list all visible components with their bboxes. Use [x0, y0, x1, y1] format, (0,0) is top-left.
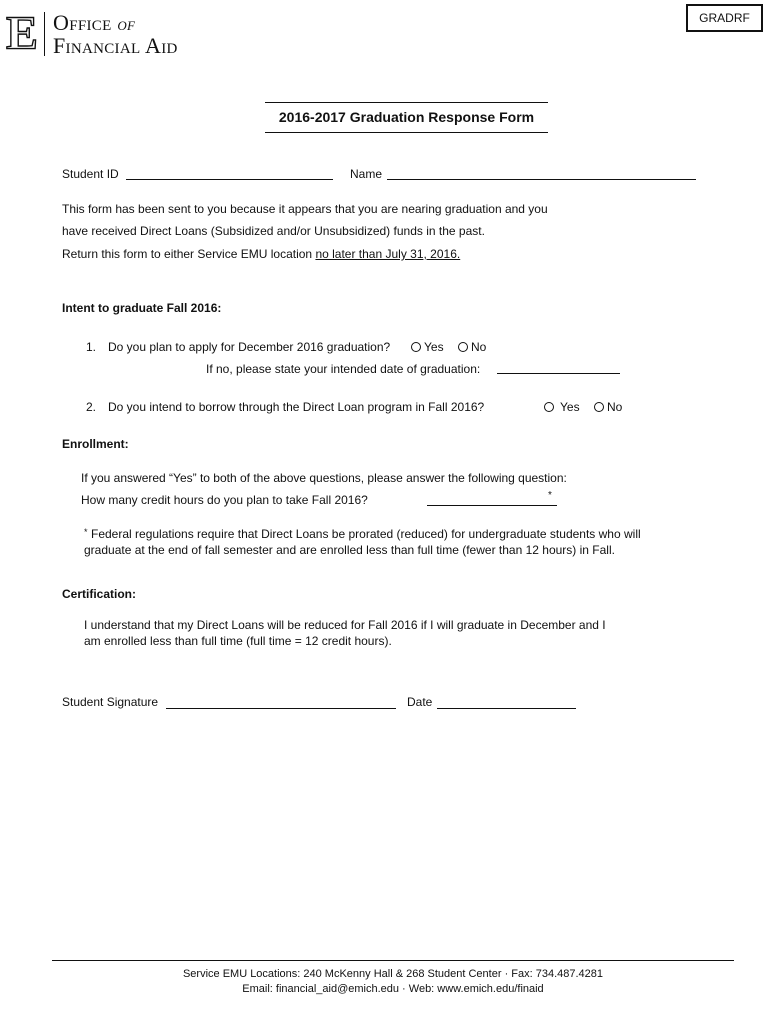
note-line-1: Federal regulations require that Direct Loans be prorated (reduced) for undergraduate students who will: [91, 527, 641, 541]
logo-financial-aid-text: Financial Aid: [53, 33, 178, 58]
q2-no-radio[interactable]: [594, 402, 604, 412]
q1-yes-label: Yes: [424, 340, 444, 354]
logo-mark: E: [6, 7, 39, 60]
q1-no-label: No: [471, 340, 487, 354]
graduation-date-field[interactable]: [497, 373, 620, 374]
q2-no-label: No: [607, 400, 623, 414]
logo-office-word: Office: [53, 10, 112, 35]
q1-no-option[interactable]: [458, 340, 486, 354]
title-rule-bottom: [265, 132, 548, 133]
title-rule-top: [265, 102, 548, 103]
signature-label: Student Signature: [62, 695, 159, 709]
logo-office-text: [53, 12, 135, 35]
intent-heading: Intent to graduate Fall 2016:: [62, 301, 222, 315]
q2-yes-radio[interactable]: [544, 402, 554, 412]
deadline-text: no later than July 31, 2016.: [315, 247, 461, 261]
footer-locations: Service EMU Locations: 240 McKenny Hall & 268 Student Center · Fax: 734.487.4281: [182, 968, 604, 980]
credit-hours-asterisk: *: [548, 490, 552, 501]
intro-line-3: [62, 247, 460, 261]
note-line-2: graduate at the end of fall semester and are enrolled less than full time (fewer than 12 hours) in Fall.: [84, 543, 615, 557]
intro-return-text: Return this form to either Service EMU location: [62, 247, 316, 261]
certification-line-2: am enrolled less than full time (full time = 12 credit hours).: [84, 634, 392, 648]
enrollment-line-2: How many credit hours do you plan to take Fall 2016?: [81, 493, 368, 507]
logo-of-word: of: [117, 14, 136, 34]
q1-followup-text: If no, please state your intended date of graduation:: [206, 362, 481, 376]
intro-line-1: This form has been sent to you because it appears that you are nearing graduation and you: [62, 202, 548, 216]
footer-rule: [52, 960, 734, 961]
certification-heading: Certification:: [62, 587, 137, 601]
note-asterisk: *: [84, 527, 88, 537]
q1-yes-option[interactable]: [411, 340, 444, 354]
student-id-field[interactable]: [126, 179, 333, 180]
date-label: Date: [407, 695, 433, 709]
footer-contact: Email: financial_aid@emich.edu · Web: www.emich.edu/finaid: [242, 983, 544, 995]
credit-hours-field[interactable]: [427, 505, 557, 506]
form-code-box: GRADRF: [686, 4, 763, 32]
q1-number: 1.: [86, 340, 97, 354]
enrollment-heading: Enrollment:: [62, 437, 129, 451]
q2-no-option[interactable]: [594, 400, 622, 414]
logo-divider: [44, 12, 45, 56]
q2-number: 2.: [86, 400, 97, 414]
intro-line-2: have received Direct Loans (Subsidized and/or Unsubsidized) funds in the past.: [62, 224, 485, 238]
q2-yes-option[interactable]: [544, 400, 580, 414]
form-title: 2016-2017 Graduation Response Form: [278, 109, 535, 125]
q2-text: Do you intend to borrow through the Direct Loan program in Fall 2016?: [108, 400, 485, 414]
q1-yes-radio[interactable]: [411, 342, 421, 352]
q1-text: Do you plan to apply for December 2016 graduation?: [108, 340, 391, 354]
student-id-label: Student ID: [62, 167, 119, 181]
name-field[interactable]: [387, 179, 696, 180]
date-field[interactable]: [437, 708, 576, 709]
signature-field[interactable]: [166, 708, 396, 709]
q2-yes-label: Yes: [560, 400, 580, 414]
q1-no-radio[interactable]: [458, 342, 468, 352]
name-label: Name: [350, 167, 383, 181]
enrollment-line-1: If you answered “Yes” to both of the above questions, please answer the following question:: [81, 471, 567, 485]
certification-line-1: I understand that my Direct Loans will be reduced for Fall 2016 if I will graduate in December and I: [84, 618, 606, 632]
